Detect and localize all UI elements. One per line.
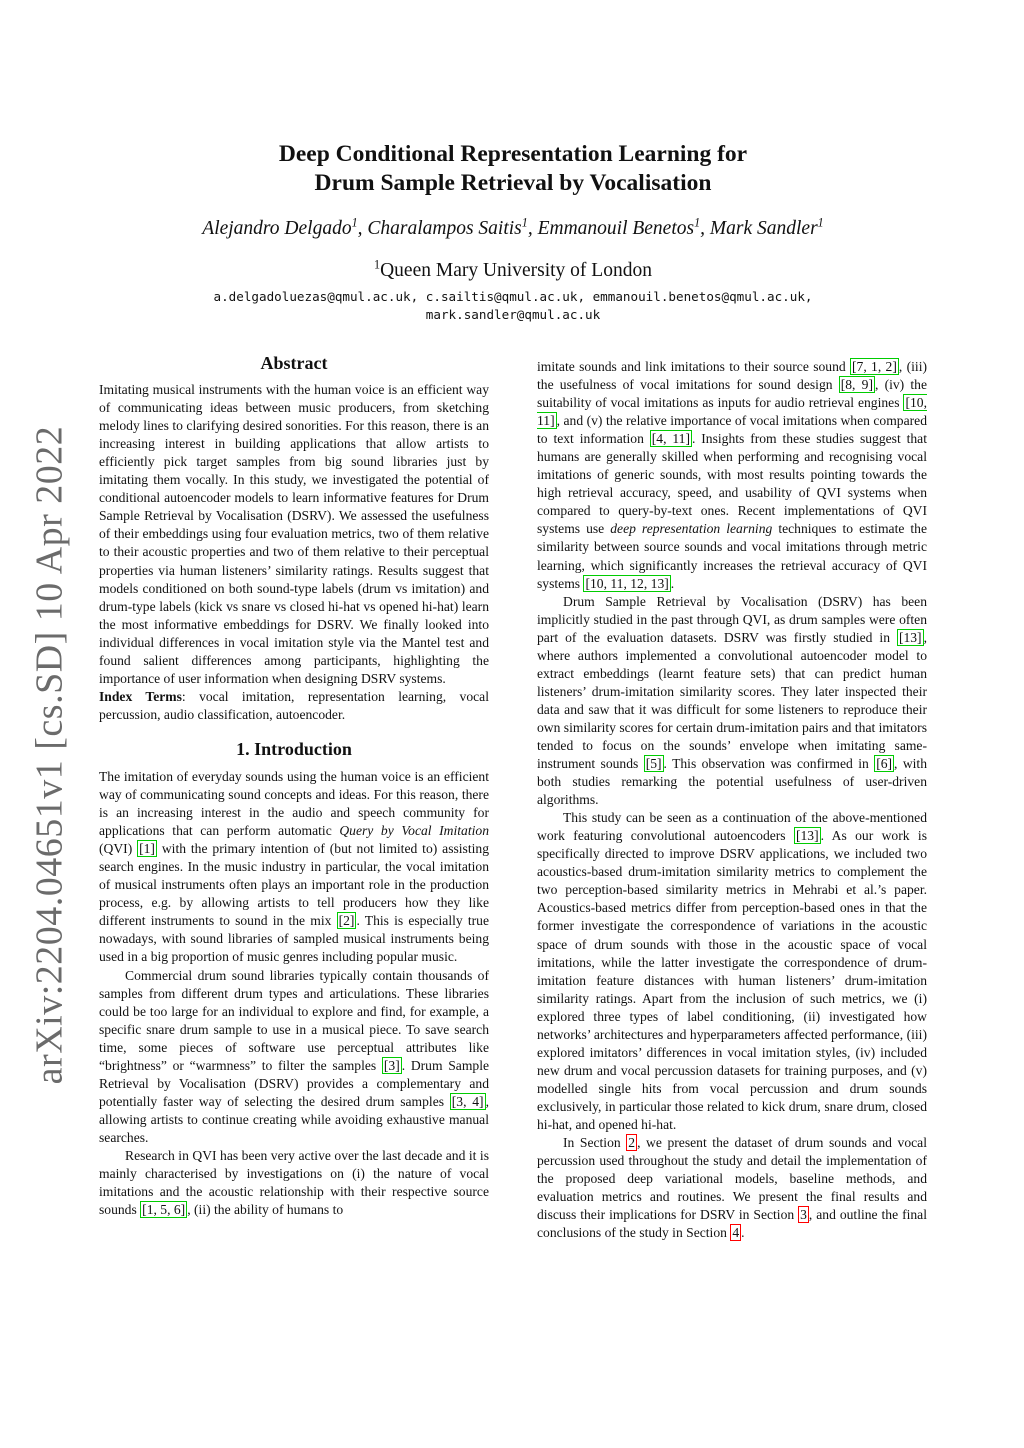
affiliation-name: Queen Mary University of London — [380, 260, 652, 281]
arxiv-stamp-text: arXiv:2204.04651v1 [cs.SD] 10 Apr 2022 — [28, 425, 70, 1085]
index-terms-text: : vocal imitation, representation learning, vocal percussion, audio classification, autoencoder. — [99, 688, 489, 722]
author-list: Alejandro Delgado$^1$, Charalampos Saitis$^1$, Emmanouil Benetos$^1$, Mark Sandler$^1$ — [202, 215, 824, 239]
right-column — [537, 358, 927, 1242]
author: Alejandro Delgado — [202, 218, 352, 239]
intro-paragraph-2: Commercial drum sound libraries typically contain thousands of samples from different drum types and articulations. These libraries could be too large for an individual to explore and find, for example, a specific snare drum sample to use in a musical piece. To save search time, some pieces of software use perceptual attributes like “brightness” or “warmness” to filter the samples [3] . Drum Sample Retrieval by Vocalisation (DSRV) provides a complementary and potentially faster way of selecting the desired drum samples [3, 4] , allowing artists to continue creating while avoiding exhaustive manual searches. — [99, 967, 490, 1145]
author-affiliation-mark: 1 — [521, 215, 528, 230]
citation-link[interactable]: [13] — [898, 629, 922, 645]
citation-link[interactable]: [10, 11] — [537, 395, 927, 429]
intro-paragraph-5: This study can be seen as a continuation of the above-mentioned work featuring convolutional autoencoders [13] . As our work is specifically directed to improve DSRV applications, we included two acoustics-based drum-imitation similarity metrics to complement the two perception-based similarity metrics in Mehrabi et al.’s paper. Acoustics-based metrics differ from perception-based ones in that the former investigate the correspondence of variations in the acoustic space of drum sounds with those in the acoustic space of vocal imitations, while the latter investigate the correspondence of drum-imitation feature distances with human listeners’ drum-imitation similarity ratings. Apart from the inclusion of such metrics, we (i) explored three types of label conditioning, (ii) investigated how networks’ architectures and hyperparameters affected performance, (iii) explored imitators’ differences in vocal imitation styles, (iv) included new drum and vocal percussion datasets for training purposes, and (v) modelled single hits from vocal percussion and drum sounds exclusively, in particular those related to kick drum, snare drum, closed hi-hat, and opened hi-hat. — [537, 810, 927, 1132]
citation-link[interactable]: [1, 5, 6] — [142, 1202, 186, 1218]
paper-title — [100, 140, 926, 198]
author-affiliation-mark: 1 — [817, 215, 824, 230]
arxiv-stamp — [18, 425, 80, 1085]
citation-link[interactable]: [7, 1, 2] — [852, 359, 897, 374]
citation-link[interactable]: [4, 11] — [651, 431, 690, 447]
abstract-body: Imitating musical instruments with the human voice is an efficient way of communicating ideas between music producers, from sketching melody lines to clarifying desired sonorities. For this reason, there is an increasing interest in building applications that allow artists to efficiently pick target samples from big sound libraries just by imitating them vocally. In this study, we investigated the potential of conditional autoencoder models to learn informative features for Drum Sample Retrieval by Vocalisation (DSRV). We assessed the usefulness of their embeddings using four evaluation metrics, two of them relative to their acoustic properties and two of them relative to their perceptual properties via human listeners’ similarity ratings. Results suggest that models conditioned on both sound-type labels (drum vs imitation) and drum-type labels (kick vs snare vs closed hi-hat vs opened hi-hat) learn the most informative embeddings for DSRV. We finally looked into individual differences in vocal imitation style via the Mantel test and found salient differences among participants, highlighting the importance of user information when designing DSRV systems. — [99, 382, 489, 686]
citation-link[interactable]: [3, 4] — [451, 1093, 484, 1109]
intro-paragraph-6: In Section 2 , we present the dataset of drum sounds and vocal percussion used throughout the study and detail the implementation of the proposed deep variational models, baseline methods, and evaluation metrics and routines. We present the final results and discuss their implications for DSRV in Section 3 , and outline the final conclusions of the study in Section 4 . — [537, 1135, 927, 1241]
intro-paragraph-4: Drum Sample Retrieval by Vocalisation (DSRV) has been implicitly studied in the past through QVI, as drum samples were often part of the evaluation datasets. DSRV was firstly studied in [13] , where authors implemented a convolutional autoencoder model to extract embeddings (learnt feature sets) that can predict human listeners’ drum-imitation similarity scores. They later inspected their data and saw that it was difficult for some listeners to reproduce their own similarity scores for certain drum-imitation pairs and that imitators tended to focus on the sounds’ envelope when imitating same-instrument sounds [5] . This observation was confirmed in [6] , with both studies remarking the potential usefulness of user-driven algorithms. — [537, 593, 927, 808]
left-column — [99, 350, 489, 1219]
intro-paragraph-3-cont: imitate sounds and link imitations to their source sound [7, 1, 2] , (iii) the usefulness of vocal imitations for sound design [8, 9] , (iv) the suitability of vocal imitations as inputs for audio retrieval engines [10, 11] , and (v) the relative importance of vocal imitations when compared to text information [4, 11] . Insights from these studies suggest that humans are generally skilled when performing and recognising vocal imitations of generic sounds, with most results pointing towards the high retrieval accuracy, speed, and usability of QVI systems when compared to query-by-text ones. Recent implementations of QVI systems use deep representation learning techniques to estimate the similarity between source sounds and vocal imitations through metric learning, which significantly increases the retrieval accuracy of QVI systems [10, 11, 12, 13] . — [537, 359, 928, 591]
citation-link[interactable]: [6] — [876, 756, 893, 772]
index-terms-label: Index Terms — [99, 688, 182, 704]
qvi-term: Query by Vocal Imitation — [339, 823, 489, 839]
citation-link[interactable]: [13] — [795, 828, 819, 844]
author: Emmanouil Benetos — [537, 218, 695, 239]
title-line-2: Drum Sample Retrieval by Vocalisation — [314, 170, 712, 196]
citation-link[interactable]: [10, 11, 12, 13] — [585, 575, 669, 591]
section-link[interactable]: 2 — [628, 1135, 636, 1151]
section-link[interactable]: 3 — [800, 1207, 807, 1223]
citation-link[interactable]: [3] — [383, 1057, 400, 1073]
abstract-heading: Abstract — [260, 353, 328, 373]
citation-link[interactable]: [5] — [645, 756, 662, 772]
citation-link[interactable]: [2] — [338, 913, 355, 929]
section-link[interactable]: 4 — [732, 1225, 740, 1241]
author-affiliation-mark: 1 — [351, 215, 358, 230]
author: Mark Sandler — [709, 218, 818, 239]
drl-term: deep representation learning — [610, 521, 773, 537]
emails-line-1: a.delgadoluezas@qmul.ac.uk, c.sailtis@qmul.ac.uk, emmanouil.benetos@qmul.ac.uk, — [213, 289, 813, 304]
citation-link[interactable]: [1] — [139, 841, 155, 857]
affiliation — [100, 257, 926, 282]
affiliation-mark: 1 — [374, 257, 381, 272]
intro-paragraph-1: The imitation of everyday sounds using the human voice is an efficient way of communicating sound concepts and ideas. For this reason, there is an increasing interest in the audio and speech community for applications that can perform automatic Query by Vocal Imitation (QVI) [1] with the primary intention of (but not limited to) assisting search engines. In the music industry in particular, the vocal imitation of musical instruments often plays an important role in the production process, e.g. by allowing artists to tell producers how they like different instruments to sound in the mix [2] . This is especially true nowadays, with sound libraries of sampled musical instruments being used in a big proportion of music genres including popular music. — [99, 768, 489, 965]
introduction-heading: 1. Introduction — [236, 738, 352, 759]
emails-line-2: mark.sandler@qmul.ac.uk — [425, 307, 601, 322]
intro-paragraph-3: Research in QVI has been very active over the last decade and it is mainly characterised by investigations on (i) the nature of vocal imitations and the acoustic relationship with their respective source sounds [1, 5, 6] , (ii) the ability of humans to — [99, 1147, 489, 1218]
title-line-1: Deep Conditional Representation Learning for — [278, 141, 748, 167]
author-emails — [100, 288, 926, 324]
citation-link[interactable]: [8, 9] — [840, 377, 873, 393]
author: Charalampos Saitis — [367, 218, 522, 239]
author-affiliation-mark: 1 — [694, 215, 701, 230]
index-terms — [99, 688, 489, 724]
